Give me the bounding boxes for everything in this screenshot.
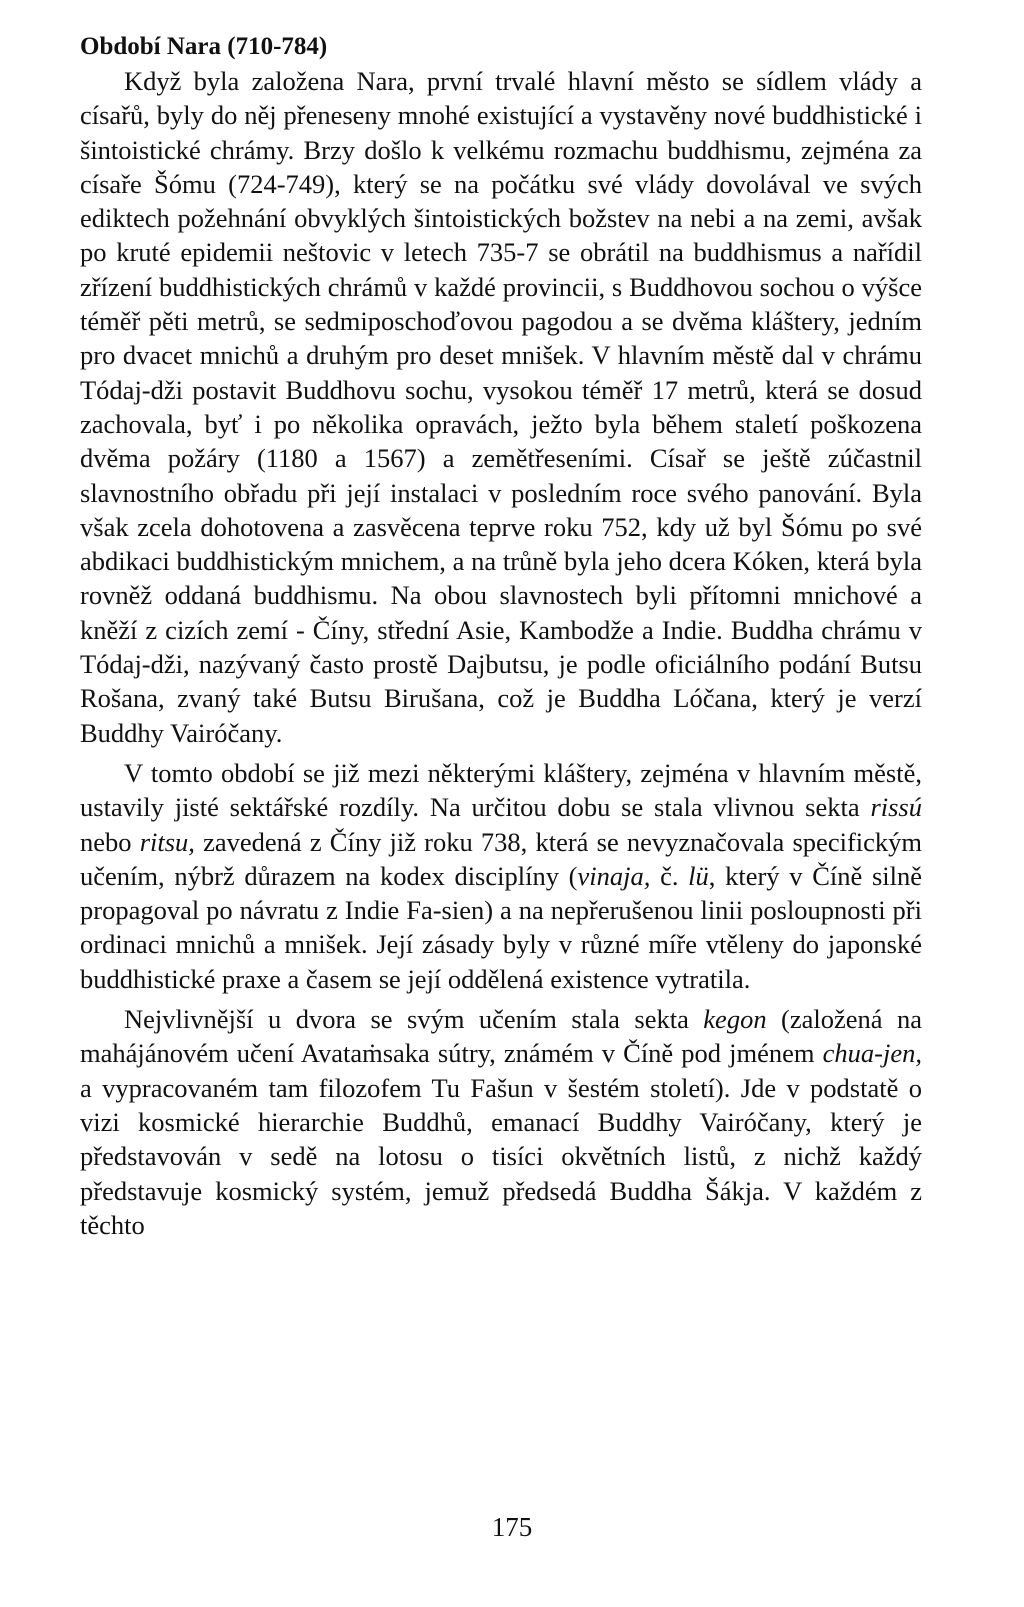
term-lu: lü: [688, 860, 709, 891]
page-content: [80, 30, 922, 1242]
paragraph-2-text-c: nebo: [80, 826, 140, 857]
paragraph-2-text-g: č.: [650, 860, 689, 891]
term-kegon: kegon: [703, 1004, 767, 1035]
term-ritsu: ritsu,: [139, 826, 195, 857]
paragraph-2-text-i: , který v Číně silně propagoval po návratu z Indie Fa-sien) a na nepřerušenou linii posloupnosti při ordinaci mnichů a mnišek. Její zásady byly v různé míře vtěleny do japonské buddhistické praxe a časem se její oddělená existence vytratila.: [80, 860, 922, 994]
paragraph-1: [80, 64, 922, 750]
paragraph-3: [80, 1002, 922, 1242]
term-rissu: rissú: [870, 792, 922, 823]
term-vinaja: vinaja,: [577, 860, 651, 891]
page-number: 175: [491, 1512, 533, 1542]
paragraph-3-text-c: (založená na mahájánovém učení Avataṁsaka sútry, známém v Číně pod jménem: [80, 1004, 922, 1069]
paragraph-3-text-a: Nejvlivnější u dvora se svým učením stala sekta: [124, 1004, 704, 1035]
paragraph-2-text-e: zavedená z Číny již roku 738, která se nevyznačovala specifickým učením, nýbrž důrazem na kodex disciplíny (: [80, 826, 923, 891]
paragraph-2: [80, 756, 922, 996]
paragraph-3-text-e: a vypracovaném tam filozofem Tu Fašun v šestém století). Jde v podstatě o vizi kosmické hierarchie Buddhů, emanací Buddhy Vairóčany, který je představován v sedě na lotosu o tisíci okvětních listů, z nichž každý představuje kosmický systém, jemuž předsedá Buddha Šákja. V každém z těchto: [80, 1072, 922, 1240]
term-chua-jen: chua-jen,: [822, 1038, 922, 1069]
paragraph-1-text: Když byla založena Nara, první trvalé hlavní město se sídlem vlády a císařů, byly do něj přeneseny mnohé existující a vystavěny nové buddhistické i šintoistické chrámy. Brzy došlo k velkému rozmachu buddhismu, zejména za císaře Šómu (724-749), který se na počátku své vlády dovolával ve svých ediktech požehnání obvyklých šintoistických božstev na nebi a na zemi, avšak po kruté epidemii neštovic v letech 735-7 se obrátil na buddhismus a nařídil zřízení buddhistických chrámů v každé provincii, s Buddhovou sochou o výšce téměř pěti metrů, se sedmiposchoďovou pagodou a se dvěma kláštery, jedním pro dvacet mnichů a druhým pro deset mnišek. V hlavním městě dal v chrámu Tódaj-dži postavit Buddhovu sochu, vysokou téměř 17 metrů, která se dosud zachovala, byť i po několika opravách, ježto byla během staletí poškozena dvěma požáry (1180 a 1567) a zemětřeseními. Císař se ještě zúčastnil slavnostního obřadu při její instalaci v posledním roce svého panování. Byla však zcela dohotovena a zasvěcena teprve roku 752, kdy už byl Šómu po své abdikaci buddhistickým mnichem, a na trůně byla jeho dcera Kóken, která byla rovněž oddaná buddhismu. Na obou slavnostech byli přítomni mnichové a kněží z cizích zemí - Číny, střední Asie, Kambodže a Indie. Buddha chrámu v Tódaj-dži, nazývaný často prostě Dajbutsu, je podle oficiálního podání Butsu Rošana, zvaný také Butsu Birušana, což je Buddha Lóčana, který je verzí Buddhy Vairóčany.: [80, 66, 922, 748]
paragraph-2-text-a: V tomto období se již mezi některými kláštery, zejména v hlavním městě, ustavily jisté sektářské rozdíly. Na určitou dobu se stala vlivnou sekta: [80, 757, 922, 823]
section-heading: Období Nara (710-784): [80, 33, 328, 60]
